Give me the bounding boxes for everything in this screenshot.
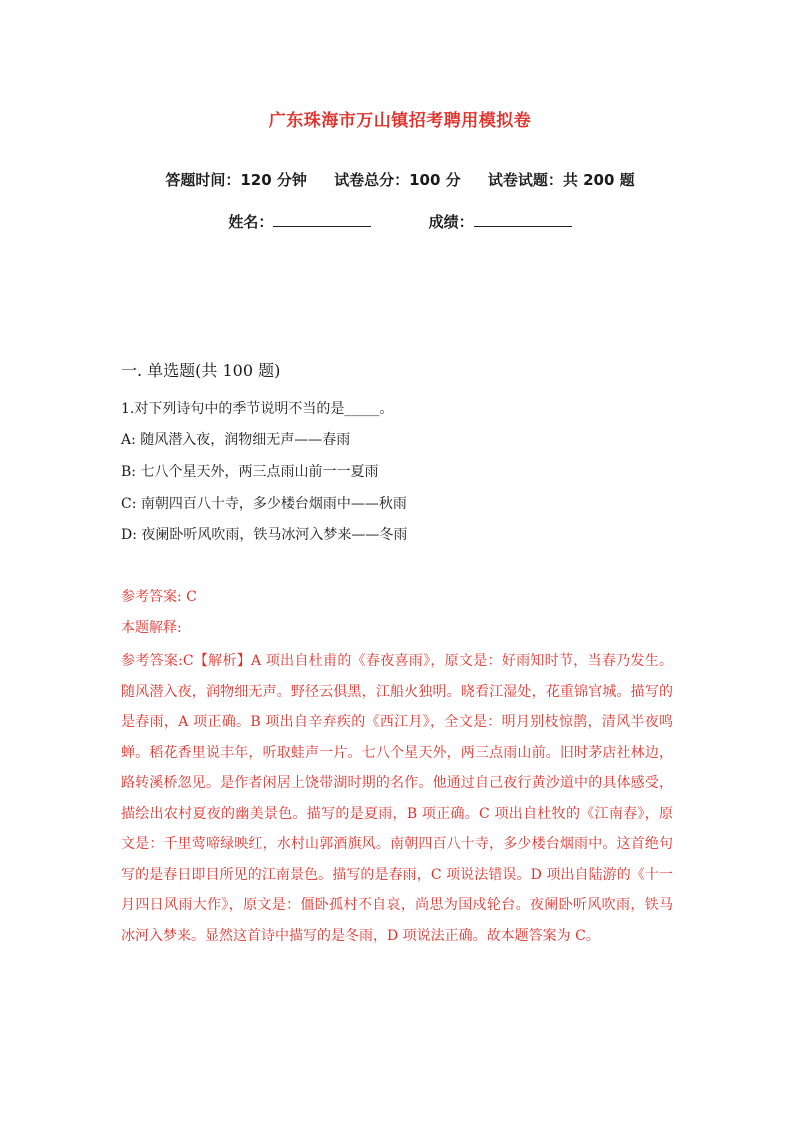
answer-line: 参考答案: C	[121, 589, 197, 605]
score-blank	[474, 212, 572, 227]
question-stem: 1.对下列诗句中的季节说明不当的是_____。	[121, 401, 394, 417]
score-label: 成绩：	[428, 213, 474, 231]
option-a: A: 随风潜入夜，润物细无声——春雨	[121, 432, 351, 448]
exam-meta	[0, 169, 800, 190]
score-field	[429, 211, 572, 232]
option-b: B: 七八个星天外，两三点雨山前一一夏雨	[121, 464, 379, 480]
explanation-label: 本题解释:	[121, 620, 182, 636]
exam-question-count: 试卷试题：共 200 题	[487, 171, 635, 189]
option-c: C: 南朝四百八十寺，多少楼台烟雨中——秋雨	[121, 496, 407, 512]
option-d: D: 夜阑卧听风吹雨，铁马冰河入梦来——冬雨	[121, 527, 408, 543]
explanation-text: 参考答案:C【解析】A 项出自杜甫的《春夜喜雨》，原文是：好雨知时节，当春乃发生。随风潜入夜，润物细无声。野径云俱黑，江船火独明。晓看江湿处，花重锦官城。描写的是春雨，A 项正确。B 项出自辛弃疾的《西江月》，全文是：明月别枝惊鹊，清风半夜鸣蝉。稻花香里说丰年，听取蛙声一片。七八个星天外，两三点雨山前。旧时茅店社林边，路转溪桥忽见。是作者闲居上饶带湖时期的名作。他通过自己夜行黄沙道中的具体感受，描绘出农村夏夜的幽美景色。描写的是夏雨，B 项正确。C 项出自杜牧的《江南春》，原文是：千里莺啼绿映红，水村山郭酒旗风。南朝四百八十寺，多少楼台烟雨中。这首绝句写的是春日即目所见的江南景色。描写的是春雨，C 项说法错误。D 项出自陆游的《十一月四日风雨大作》，原文是：僵卧孤村不自哀，尚思为国戍轮台。夜阑卧听风吹雨，铁马冰河入梦来。显然这首诗中描写的是冬雨，D 项说法正确。故本题答案为 C。	[121, 653, 673, 944]
page-title: 广东珠海市万山镇招考聘用模拟卷	[268, 111, 532, 131]
name-blank	[273, 212, 371, 227]
name-label: 姓名：	[228, 213, 274, 231]
exam-total-score: 试卷总分：100 分	[334, 171, 461, 189]
name-field	[228, 211, 371, 232]
section-title: 一. 单选题(共 100 题)	[121, 361, 281, 380]
exam-time: 答题时间：120 分钟	[165, 171, 307, 189]
candidate-info	[0, 211, 800, 232]
